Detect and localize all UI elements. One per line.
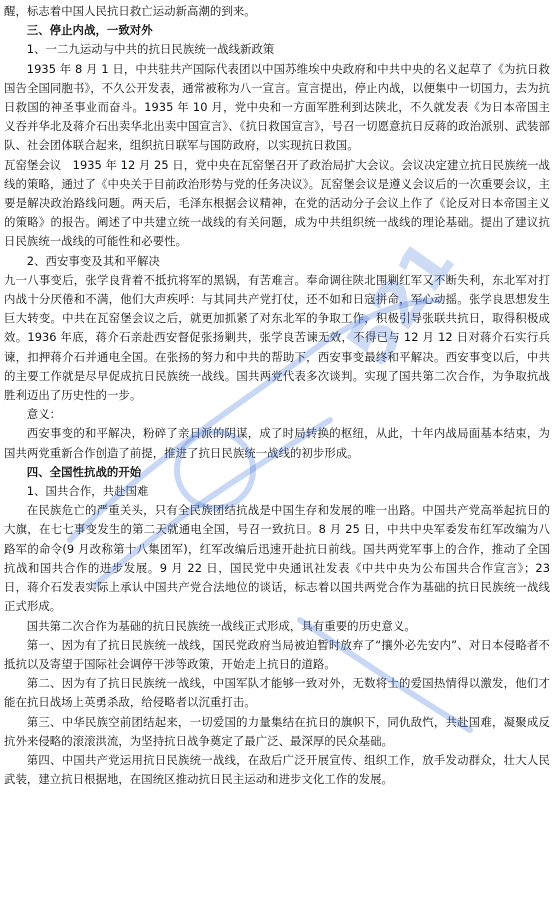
paragraph-significance: 西安事变的和平解决，粉碎了亲日派的阴谋，成了时局转换的枢纽，从此，十年内战局面基本结束，为国共两党重新合作创造了前提，推进了抗日民族统一战线的初步形成。 (4, 426, 550, 460)
paragraph-continuation: 醒，标志着中国人民抗日救亡运动新高潮的到来。 (4, 4, 256, 18)
paragraph-historical-significance: 国共第二次合作为基础的抗日民族统一战线正式形成，具有重要的历史意义。 (26, 618, 416, 633)
section-heading-3: 三、停止内战，一致对外 (26, 23, 153, 38)
paragraph-cooperation: 在民族危亡的严重关头，只有全民族团结抗战是中国生存和发展的唯一出路。中国共产党高举起抗日的大旗，在七七事变发生的第二天就通电全国，号召一致抗日。8 月 25 日，中共中央军委发布红军改编为八路军的命令(9 月改称第十八集团军)，红军改编后迅速开赴抗日前线。国共两党军事上的合作，推动了全国抗战和国共合作的进步发展。9 月 22 日，国民党中央通讯社发表《中共中央为公布国共合作宣言》；23 日，蒋介石发表实际上承认中国共产党合法地位的谈话，标志着以国共两党合作为基础的抗日民族统一战线正式形成。 (4, 503, 550, 614)
paragraph-point-two: 第二、因为有了抗日民族统一战线，中国军队才能够一致对外，无数将士的爱国热情得以激发，他们才能在抗日战场上英勇杀敌，给侵略者以沉重打击。 (4, 676, 550, 710)
paragraph-point-three: 第三、中华民族空前团结起来，一切爱国的力量集结在抗日的旗帜下，同仇敌忾，共赴国难，凝聚成反抗外来侵略的滚滚洪流，为坚持抗日战争奠定了最广泛、最深厚的民众基础。 (4, 714, 550, 748)
paragraph-xian-incident: 九一八事变后，张学良背着不抵抗将军的黑锅，有苦难言。奉命调往陕北围剿红军又不断失利，东北军对打内战十分厌倦和不满，他们大声疾呼：与其同共产党打仗，还不如和日寇拼命，军心动摇。张学良思想发生巨大转变。中共在瓦窑堡会议之后，就更加抓紧了对东北军的争取工作，积极引导张联共抗日，取得积极成效。1936 年底，蒋介石亲赴西安督促张扬剿共，张学良苦谏无效，不得已与 12 月 12 日对蒋介石实行兵谏，扣押蒋介石并通电全国。在张扬的努力和中共的帮助下，西安事变最终和平解决。西安事变以后，中共的主要工作就是尽早促成抗日民族统一战线。国共两党代表多次谈判。实现了国共第二次合作，为争取抗战胜利迈出了历史性的一步。 (4, 272, 550, 403)
paragraph-point-one: 第一、因为有了抗日民族统一战线，国民党政府当局被迫暂时放弃了“攘外必先安内”、对日本侵略者不抵抗以及寄望于国际社会调停干涉等政策，开始走上抗日的道路。 (4, 637, 550, 671)
significance-label: 意义： (26, 407, 62, 422)
paragraph-wayaobu-meeting: 瓦窑堡会议 1935 年 12 月 25 日，党中央在瓦窑堡召开了政治局扩大会议。会议决定建立抗日民族统一战线的策略，通过了《中央关于目前政治形势与党的任务决议》。瓦窑堡会议是遵义会议后的一次重要会议，主要是解决政治路线问题。两天后，毛泽东根据会议精神，在党的活动分子会议上作了《论反对日本帝国主义的策略》的报告。阐述了中共建立统一战线的有关问题，成为中共组织统一战线的理论基础。提出了建议抗日民族统一战线的可能性和必要性。 (4, 157, 550, 249)
subheading-3-1: 1、一二九运动与中共的抗日民族统一战线新政策 (26, 42, 275, 57)
paragraph-point-four: 第四、中国共产党运用抗日民族统一战线，在敌后广泛开展宣传、组织工作，放手发动群众，壮大人民武装，建立抗日根据地，在国统区推动抗日民主运动和进步文化工作的发展。 (4, 752, 550, 787)
paragraph-aug1-declaration: 1935 年 8 月 1 日，中共驻共产国际代表团以中国苏维埃中央政府和中共中央的名义起草了《为抗日救国告全国同胞书》，不久公开发表，通常被称为八一宣言。宣言提出，停止内战，以便集中一切国力，去为抗日救国的神圣事业而奋斗。1935 年 10 月，党中央和一方面军胜利到达陕北，不久就发表《为日本帝国主义吞并华北及蒋介石出卖华北出卖中国宣言》、《抗日救国宣言》，号召一切愿意抗日反蒋的政治派别、武装部队、社会团体联合起来，组织抗日联军与国防政府，以实现抗日救国。 (4, 61, 550, 153)
watermark-text: 521 (332, 227, 470, 380)
subheading-4-1: 1、国共合作，共赴国难 (26, 484, 149, 499)
section-heading-4: 四、全国性抗战的开始 (26, 464, 142, 479)
subheading-3-2: 2、西安事变及其和平解决 (26, 253, 160, 268)
